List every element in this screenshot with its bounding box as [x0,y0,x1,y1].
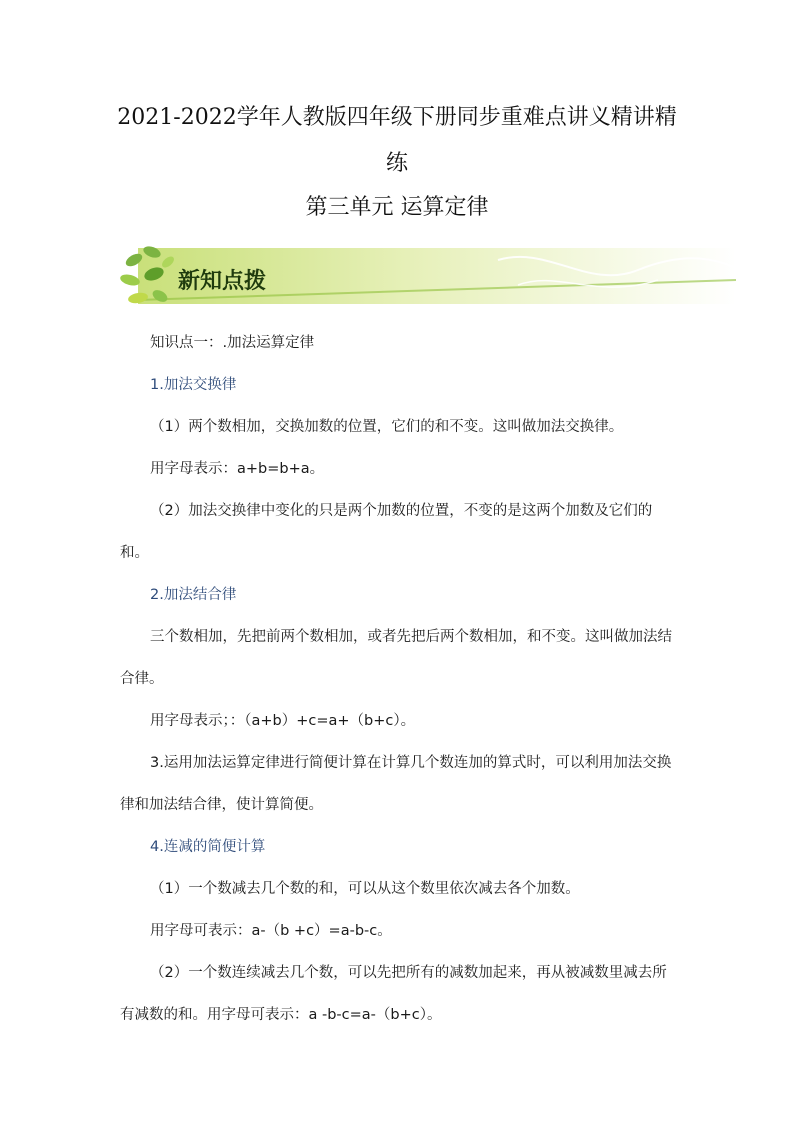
paragraph: （1）两个数相加，交换加数的位置，它们的和不变。这叫做加法交换律。 [150,419,624,435]
formula-line: 用字母表示：a+b=b+a。 [150,461,325,477]
section-heading: 4.连减的简便计算 [150,839,266,855]
section-heading: 1.加法交换律 [150,377,237,393]
lesson-content [120,322,680,1036]
banner-title: 新知点拨 [178,269,267,294]
knowledge-point-title: 知识点一：.加法运算定律 [150,335,315,351]
section-heading: 2.加法结合律 [150,587,237,603]
paragraph: 三个数相加，先把前两个数相加，或者先把后两个数相加，和不变。这叫做加法结合律。 [120,629,672,687]
paragraph: 3.运用加法运算定律进行简便计算在计算几个数连加的算式时，可以利用加法交换律和加法结合律，使计算简便。 [120,755,672,813]
unit-title: 第三单元 运算定律 [305,195,489,220]
paragraph: （1）一个数减去几个数的和，可以从这个数里依次减去各个加数。 [150,881,580,897]
document-title: 2021-2022学年人教版四年级下册同步重难点讲义精讲精练 [117,105,677,176]
section-banner [118,240,736,312]
formula-line: 用字母表示；：（a+b）+c=a+（b+c）。 [150,713,416,729]
paragraph: （2）一个数连续减去几个数，可以先把所有的减数加起来，再从被减数里减去所有减数的和。用字母可表示：a -b-c=a-（b+c）。 [120,965,667,1023]
formula-line: 用字母可表示：a-（b +c）=a-b-c。 [150,923,392,939]
paragraph: （2）加法交换律中变化的只是两个加数的位置，不变的是这两个加数及它们的和。 [120,503,653,561]
